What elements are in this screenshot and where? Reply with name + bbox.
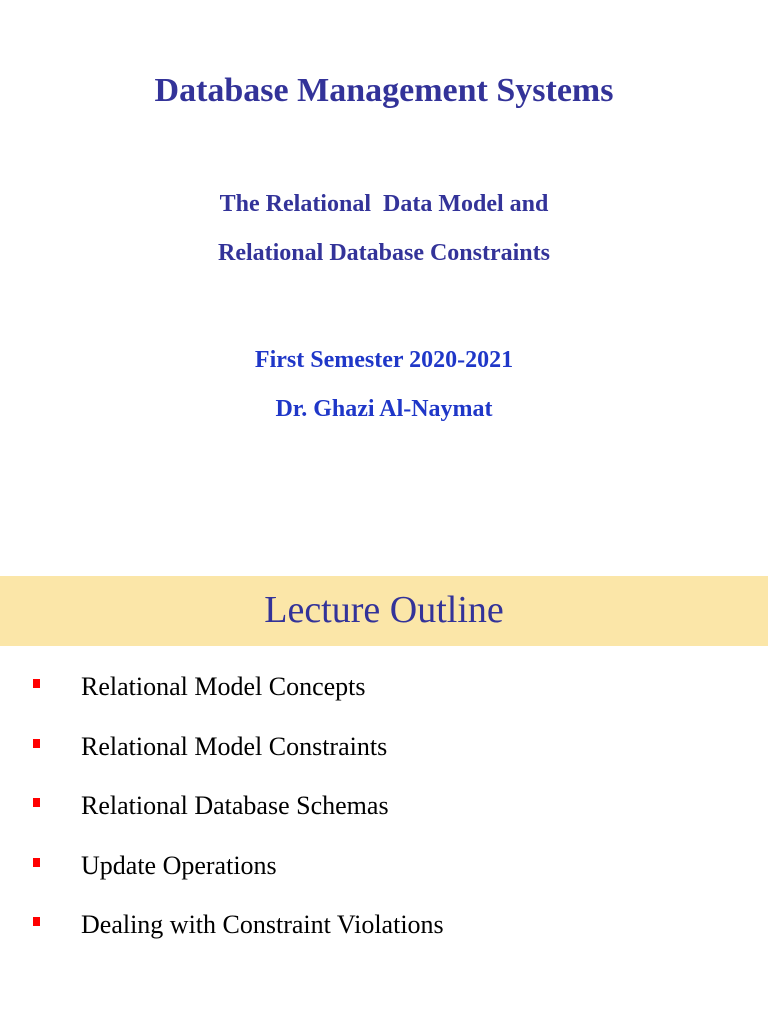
bullet-square-icon [33,858,40,867]
list-item [0,851,768,911]
subtitle-line-1: The Relational Data Model and [219,191,549,217]
list-item-label: Relational Model Concepts [81,672,366,701]
subtitle-line-2: Relational Database Constraints [217,240,550,266]
bullet-square-icon [33,798,40,807]
outline-list [0,672,768,970]
bullet-square-icon [33,679,40,688]
list-item [0,791,768,851]
list-item [0,672,768,732]
bullet-square-icon [33,917,40,926]
list-item-label: Update Operations [81,850,277,880]
list-item [0,732,768,792]
course-title: Database Management Systems [154,72,614,109]
list-item [0,910,768,970]
list-item-label: Relational Model Constraints [81,731,388,761]
outline-heading: Lecture Outline [264,589,504,631]
bullet-square-icon [33,739,40,748]
list-item-label: Dealing with Constraint Violations [81,910,444,939]
outline-heading-band [0,576,768,646]
instructor-name: Dr. Ghazi Al-Naymat [275,396,493,422]
semester-label: First Semester 2020-2021 [254,347,514,373]
outline-slide [0,576,768,1024]
list-item-label: Relational Database Schemas [81,791,389,820]
